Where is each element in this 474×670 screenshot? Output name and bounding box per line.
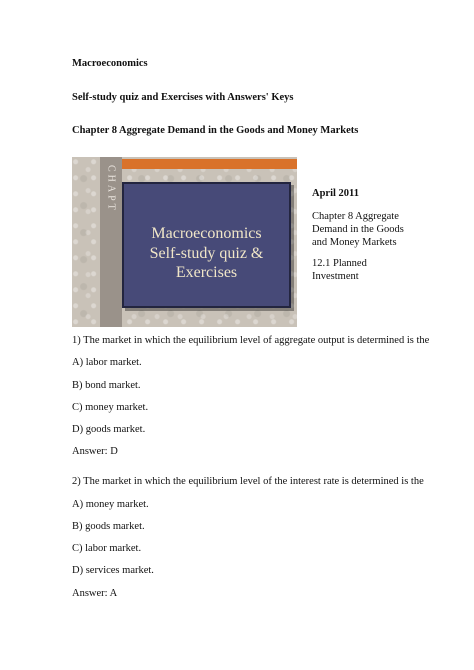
chapter-heading: Chapter 8 Aggregate Demand in the Goods and Money Markets bbox=[72, 125, 359, 136]
question-2-option-b: B) goods market. bbox=[72, 521, 145, 532]
question-1-option-c: C) money market. bbox=[72, 402, 149, 413]
cover-title-line2: Self-study quiz & Exercises bbox=[149, 245, 264, 281]
document-subtitle: Self-study quiz and Exercises with Answers' Keys bbox=[72, 92, 294, 103]
question-2-answer: Answer: A bbox=[72, 588, 118, 599]
sidebar-chapter-line2: Demand in the Goods bbox=[312, 224, 404, 235]
sidebar-chapter-line1: Chapter 8 Aggregate bbox=[312, 211, 399, 222]
question-2-option-c: C) labor market. bbox=[72, 543, 142, 554]
cover-side-strip bbox=[100, 157, 122, 327]
question-1-option-d: D) goods market. bbox=[72, 424, 146, 435]
question-1: 1) The market in which the equilibrium level of aggregate output is determined is the bbox=[72, 335, 430, 346]
sidebar-date: April 2011 bbox=[312, 188, 359, 199]
cover-strip-text: CHAPT bbox=[105, 165, 117, 213]
question-1-option-a: A) labor market. bbox=[72, 357, 142, 368]
question-2-option-a: A) money market. bbox=[72, 499, 149, 510]
sidebar-section-line1: 12.1 Planned bbox=[312, 258, 367, 269]
cover-title-panel bbox=[122, 182, 291, 308]
cover-accent-bar bbox=[100, 159, 297, 169]
question-2-option-d: D) services market. bbox=[72, 565, 154, 576]
cover-title-line1: Macroeconomics bbox=[151, 225, 262, 242]
course-title: Macroeconomics bbox=[72, 58, 148, 69]
sidebar-chapter-line3: and Money Markets bbox=[312, 237, 397, 248]
question-1-answer: Answer: D bbox=[72, 446, 118, 457]
sidebar-section-line2: Investment bbox=[312, 271, 359, 282]
question-2: 2) The market in which the equilibrium level of the interest rate is determined is the bbox=[72, 476, 424, 487]
question-1-option-b: B) bond market. bbox=[72, 380, 141, 391]
cover-image bbox=[72, 157, 297, 327]
